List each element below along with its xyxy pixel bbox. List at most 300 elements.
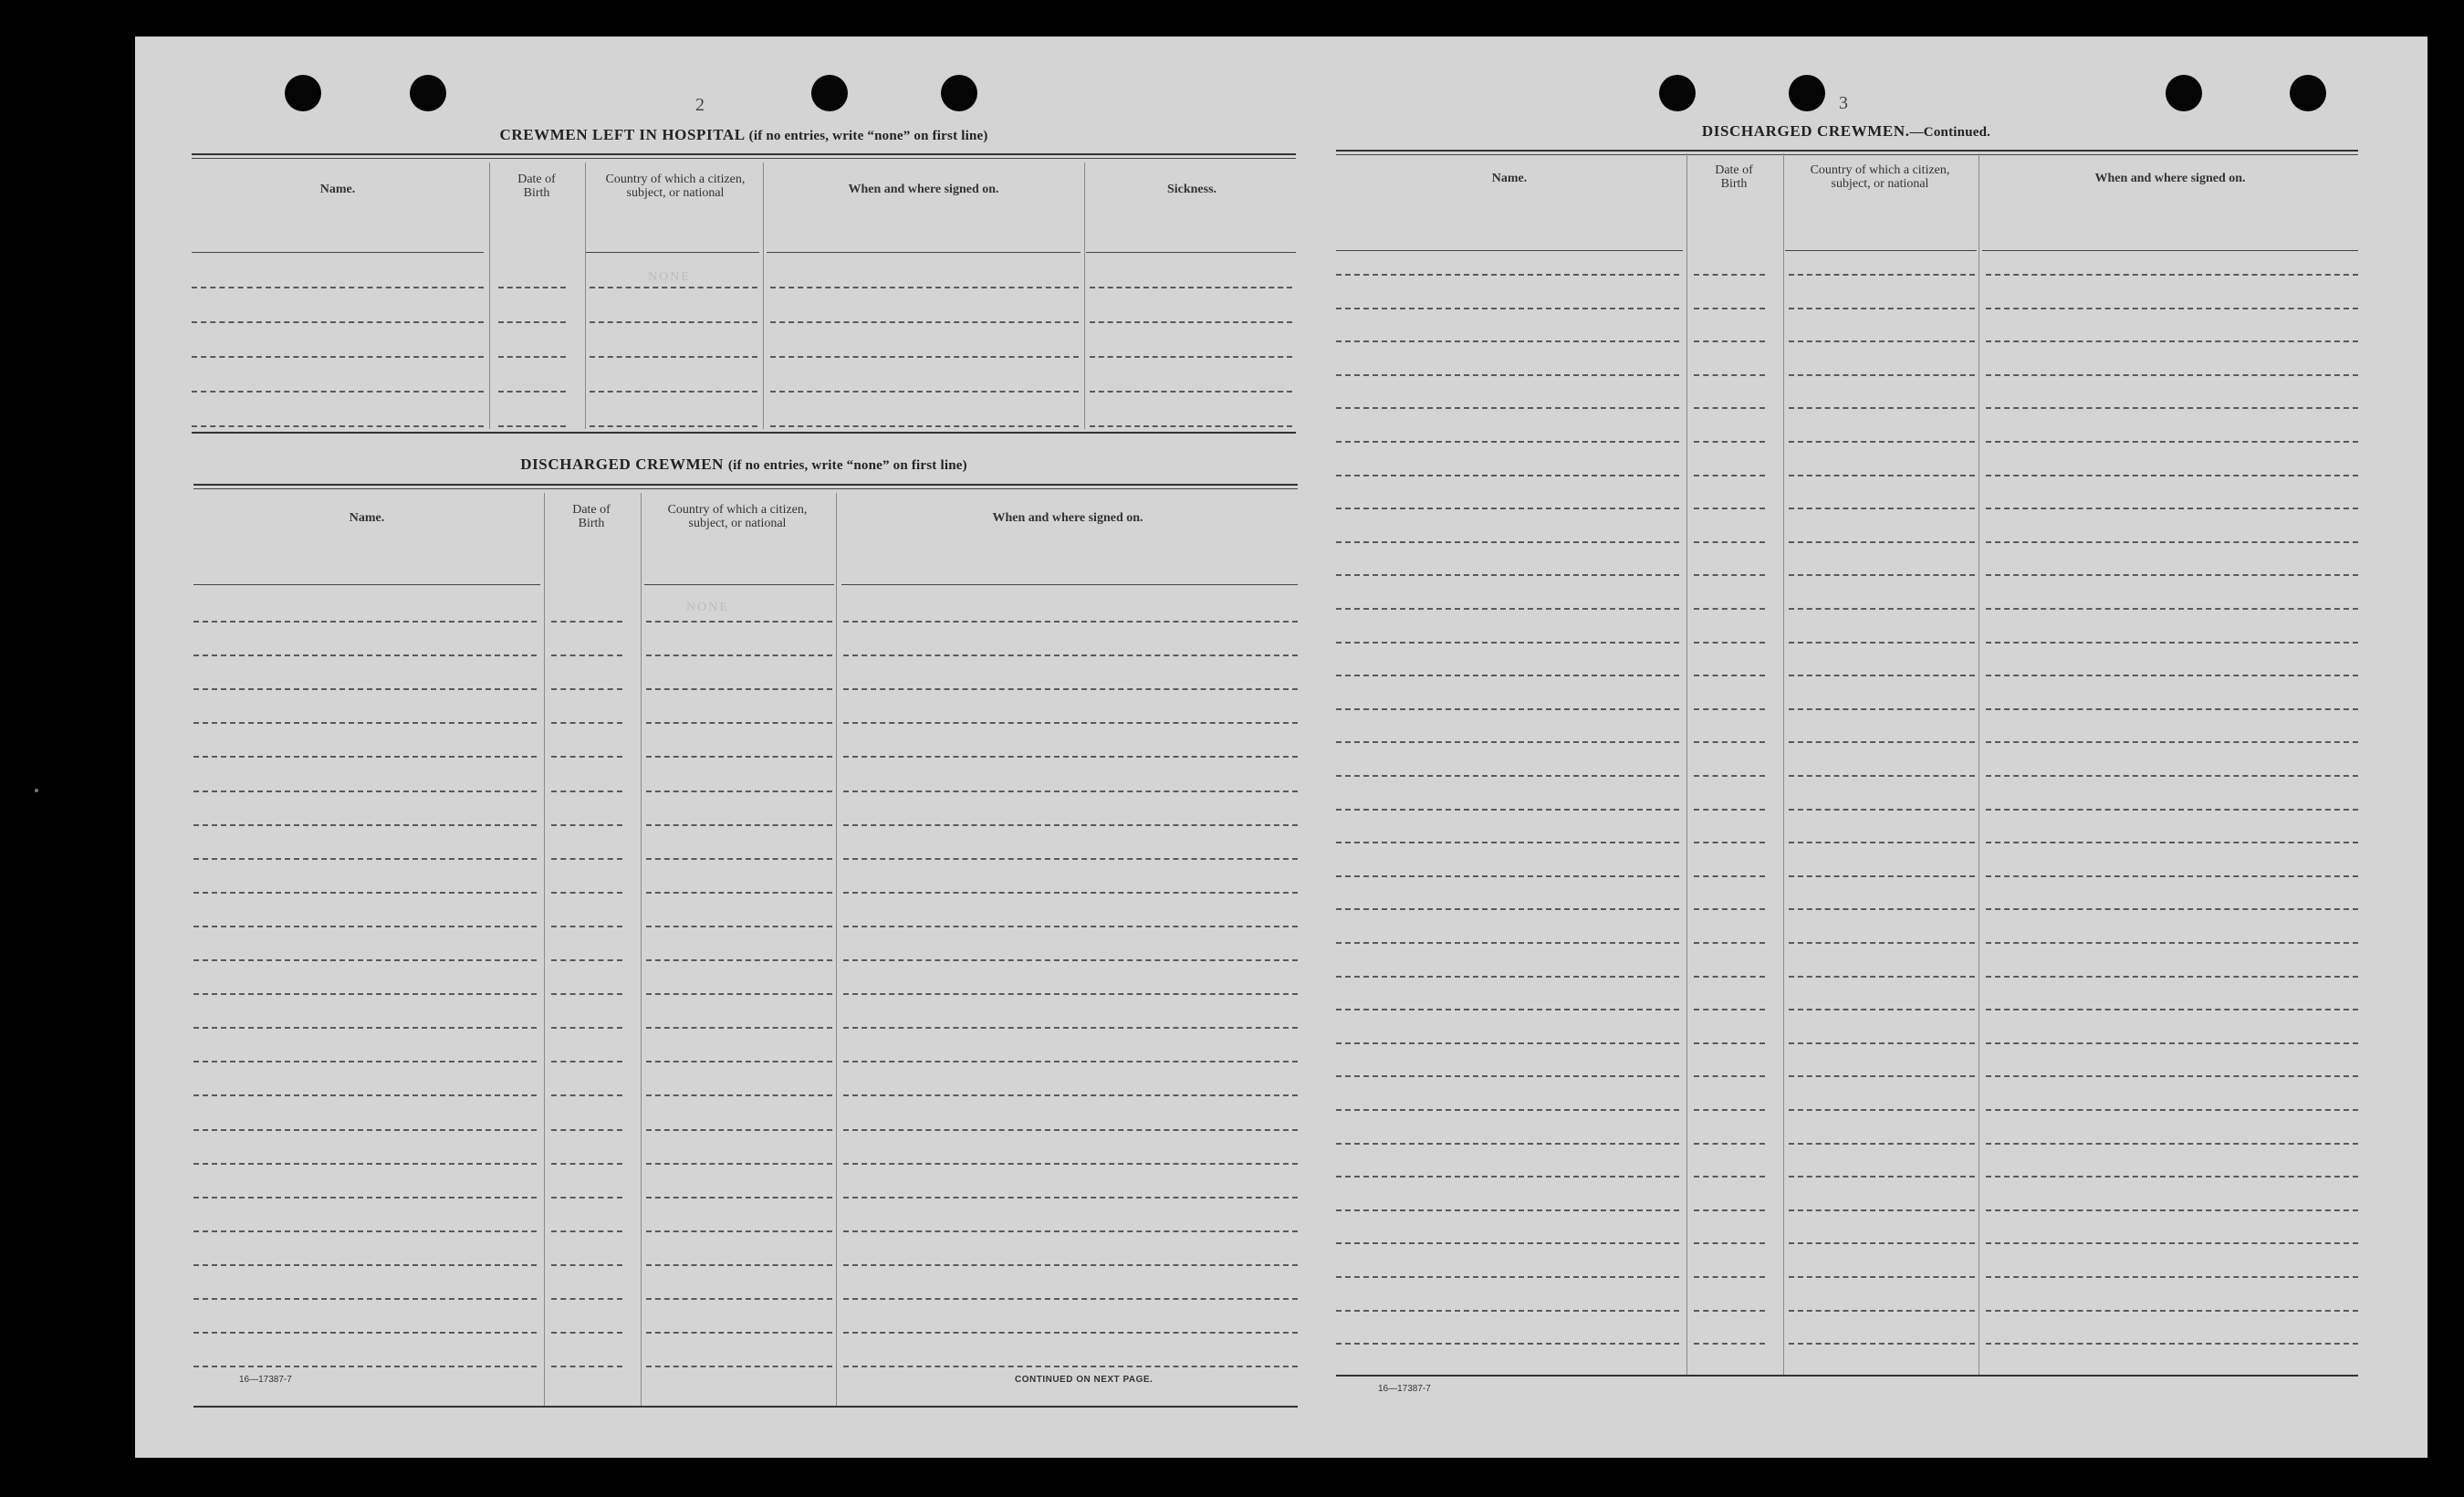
- entry-line: [1986, 308, 2358, 309]
- punch-hole-icon: [2290, 75, 2326, 111]
- entry-line: [1986, 541, 2358, 543]
- entry-line: [1694, 541, 1765, 543]
- entry-line: [1694, 1075, 1765, 1077]
- entry-line: [1336, 1276, 1679, 1278]
- column-divider: [641, 493, 642, 1408]
- entry-line: [843, 1230, 1298, 1232]
- entry-line: [193, 1332, 537, 1334]
- entry-line: [843, 654, 1298, 656]
- punch-hole-icon: [1659, 75, 1696, 111]
- entry-line: [1789, 1242, 1975, 1244]
- column-header-country: Country of which a citizen, subject, or national: [1810, 163, 1950, 191]
- column-header-signed-on: When and where signed on.: [848, 182, 999, 196]
- entry-line: [1789, 1042, 1975, 1044]
- entry-line: [1694, 842, 1765, 843]
- entry-line: [1336, 475, 1679, 476]
- entry-line: [1789, 1310, 1975, 1312]
- entry-line: [193, 892, 537, 894]
- punch-hole-icon: [811, 75, 848, 111]
- entry-line: [551, 654, 622, 656]
- column-divider: [544, 493, 545, 1408]
- entry-line: [1694, 608, 1765, 610]
- entry-line: [1336, 1009, 1679, 1010]
- entry-line: [843, 858, 1298, 860]
- entry-line: [843, 790, 1298, 792]
- table-top-rule: [193, 484, 1298, 486]
- entry-line: [1986, 475, 2358, 476]
- entry-line: [1986, 508, 2358, 509]
- entry-line: [1336, 875, 1679, 877]
- entry-line: [1986, 741, 2358, 743]
- entry-line: [551, 790, 622, 792]
- entry-line: [551, 1027, 622, 1029]
- entry-line: [590, 425, 757, 427]
- entry-line: [1090, 287, 1292, 288]
- entry-line: [1789, 608, 1975, 610]
- entry-line: [646, 1230, 832, 1232]
- entry-line: [843, 959, 1298, 961]
- entry-line: [193, 1061, 537, 1063]
- entry-line: [1694, 340, 1765, 342]
- entry-line: [1789, 1075, 1975, 1077]
- entry-line: [1336, 1176, 1679, 1178]
- entry-line: [193, 858, 537, 860]
- entry-line: [1336, 541, 1679, 543]
- column-divider: [585, 162, 586, 429]
- entry-line: [770, 321, 1079, 323]
- entry-line: [590, 321, 757, 323]
- column-divider: [763, 162, 764, 429]
- entry-line: [1336, 1242, 1679, 1244]
- entry-line: [646, 722, 832, 724]
- column-header-name: Name.: [349, 510, 385, 525]
- entry-line: [1986, 441, 2358, 443]
- punch-hole-icon: [410, 75, 446, 111]
- hospital-note: (if no entries, write “none” on first line): [748, 129, 988, 143]
- entry-line: [770, 425, 1079, 427]
- entry-line: [1789, 1276, 1975, 1278]
- entry-line: [1789, 708, 1975, 710]
- entry-line: [1789, 809, 1975, 811]
- page-number-right: 3: [1839, 93, 1848, 113]
- entry-line: [1986, 1009, 2358, 1010]
- discharged-continued-title: [1336, 122, 2356, 141]
- entry-line: [590, 391, 757, 393]
- entry-line: [1336, 608, 1679, 610]
- entry-line: [551, 621, 622, 623]
- entry-line: [843, 722, 1298, 724]
- entry-line: [1986, 374, 2358, 376]
- column-header-sickness: Sickness.: [1166, 182, 1217, 196]
- entry-line: [1789, 340, 1975, 342]
- entry-line: [1789, 541, 1975, 543]
- entry-line: [1986, 1143, 2358, 1145]
- entry-line: [1986, 407, 2358, 409]
- entry-line: [1986, 340, 2358, 342]
- column-divider: [836, 493, 837, 1408]
- entry-line: [193, 1027, 537, 1029]
- entry-line: [1336, 1109, 1679, 1111]
- entry-line: [843, 892, 1298, 894]
- entry-line: [1986, 942, 2358, 944]
- entry-line: [1694, 908, 1765, 910]
- entry-line: [646, 1298, 832, 1300]
- entry-line: [1986, 1242, 2358, 1244]
- form-sheet: [135, 37, 2427, 1458]
- entry-line: [1789, 675, 1975, 676]
- entry-line: [843, 1094, 1298, 1096]
- entry-line: [193, 959, 537, 961]
- entry-line: [646, 1129, 832, 1131]
- entry-line: [1694, 1310, 1765, 1312]
- entry-line: [1336, 908, 1679, 910]
- entry-line: [843, 824, 1298, 826]
- entry-line: [1986, 574, 2358, 576]
- entry-line: [193, 1298, 537, 1300]
- entry-line: [646, 959, 832, 961]
- entry-line: [551, 926, 622, 927]
- entry-line: [1336, 775, 1679, 777]
- entry-line: [193, 688, 537, 690]
- entry-line: [1694, 1109, 1765, 1111]
- discharged-title: DISCHARGED CREWMEN: [520, 455, 725, 473]
- entry-line: [1789, 642, 1975, 644]
- entry-line: [1789, 1143, 1975, 1145]
- entry-line: [1336, 809, 1679, 811]
- entry-line: [193, 824, 537, 826]
- scan-speck: [35, 789, 38, 792]
- entry-line: [1789, 908, 1975, 910]
- entry-line: [498, 321, 566, 323]
- entry-line: [193, 993, 537, 995]
- entry-line: [1336, 1343, 1679, 1345]
- entry-line: [498, 356, 566, 358]
- entry-line: [1789, 508, 1975, 509]
- entry-line: [1986, 842, 2358, 843]
- entry-line: [1789, 1343, 1975, 1345]
- entry-line: [1336, 1143, 1679, 1145]
- entry-line: [551, 993, 622, 995]
- entry-line: [1090, 356, 1292, 358]
- entry-line: [1789, 475, 1975, 476]
- entry-line: [843, 756, 1298, 758]
- entry-line: [498, 391, 566, 393]
- entry-line: [1789, 1209, 1975, 1211]
- header-underline: [1086, 252, 1296, 253]
- entry-line: [551, 1163, 622, 1165]
- entry-line: [1694, 809, 1765, 811]
- column-header-country: Country of which a citizen, subject, or national: [605, 173, 746, 200]
- entry-line: [1694, 1176, 1765, 1178]
- entry-line: [193, 1264, 537, 1266]
- entry-line: [193, 1197, 537, 1199]
- hospital-section-title: [192, 126, 1296, 144]
- entry-line: [193, 1094, 537, 1096]
- entry-line: [1336, 407, 1679, 409]
- entry-line: [1694, 708, 1765, 710]
- entry-line: [646, 1332, 832, 1334]
- entry-line: [1986, 809, 2358, 811]
- table-top-rule-inner: [193, 488, 1298, 489]
- column-header-name: Name.: [319, 182, 356, 196]
- entry-line: [551, 1094, 622, 1096]
- entry-line: [1789, 374, 1975, 376]
- entry-line: [1986, 1176, 2358, 1178]
- entry-line: [1986, 1276, 2358, 1278]
- column-header-date-of-birth: Date of Birth: [572, 503, 611, 530]
- entry-line: [551, 824, 622, 826]
- hospital-table: [192, 153, 1296, 432]
- entry-line: [1789, 308, 1975, 309]
- entry-line: [192, 356, 484, 358]
- entry-line: [1789, 976, 1975, 978]
- entry-line: [1986, 642, 2358, 644]
- entry-line: [843, 1163, 1298, 1165]
- entry-line: [1986, 908, 2358, 910]
- entry-line: [646, 892, 832, 894]
- entry-line: [646, 688, 832, 690]
- entry-line: [843, 1129, 1298, 1131]
- entry-line: [1336, 741, 1679, 743]
- entry-line: [1694, 574, 1765, 576]
- entry-line: [1336, 942, 1679, 944]
- faint-entry-text: NONE: [686, 601, 729, 614]
- entry-line: [646, 1264, 832, 1266]
- entry-line: [551, 858, 622, 860]
- entry-line: [551, 1230, 622, 1232]
- entry-line: [551, 1264, 622, 1266]
- entry-line: [1789, 1176, 1975, 1178]
- entry-line: [551, 722, 622, 724]
- entry-line: [193, 926, 537, 927]
- entry-line: [646, 1366, 832, 1367]
- discharged-continued-table: [1336, 150, 2358, 1377]
- entry-line: [1694, 642, 1765, 644]
- entry-line: [551, 1061, 622, 1063]
- entry-line: [646, 621, 832, 623]
- punch-hole-icon: [285, 75, 321, 111]
- entry-line: [1694, 942, 1765, 944]
- entry-line: [1336, 274, 1679, 276]
- entry-line: [843, 1298, 1298, 1300]
- column-header-country: Country of which a citizen, subject, or national: [667, 503, 808, 530]
- entry-line: [1789, 942, 1975, 944]
- entry-line: [551, 892, 622, 894]
- entry-line: [1090, 321, 1292, 323]
- faint-entry-text: NONE: [648, 270, 691, 284]
- entry-line: [192, 287, 484, 288]
- entry-line: [551, 959, 622, 961]
- form-number-right: 16—17387-7: [1378, 1384, 1431, 1394]
- entry-line: [498, 287, 566, 288]
- entry-line: [843, 621, 1298, 623]
- entry-line: [1986, 775, 2358, 777]
- entry-line: [1336, 708, 1679, 710]
- entry-line: [1789, 407, 1975, 409]
- entry-line: [1694, 1242, 1765, 1244]
- entry-line: [1986, 1310, 2358, 1312]
- entry-line: [1789, 1109, 1975, 1111]
- entry-line: [1336, 340, 1679, 342]
- entry-line: [843, 1197, 1298, 1199]
- entry-line: [1694, 274, 1765, 276]
- entry-line: [646, 1027, 832, 1029]
- entry-line: [193, 790, 537, 792]
- entry-line: [1336, 1042, 1679, 1044]
- discharged-section-title: [192, 455, 1296, 474]
- entry-line: [1336, 976, 1679, 978]
- entry-line: [192, 391, 484, 393]
- entry-line: [590, 287, 757, 288]
- entry-line: [1986, 1343, 2358, 1345]
- column-divider: [1783, 153, 1784, 1377]
- entry-line: [1986, 1075, 2358, 1077]
- entry-line: [551, 1332, 622, 1334]
- entry-line: [843, 688, 1298, 690]
- entry-line: [1336, 642, 1679, 644]
- entry-line: [843, 993, 1298, 995]
- entry-line: [646, 1094, 832, 1096]
- entry-line: [1986, 1209, 2358, 1211]
- table-top-rule-inner: [192, 158, 1296, 159]
- hospital-title: CREWMEN LEFT IN HOSPITAL: [499, 126, 745, 143]
- entry-line: [843, 1332, 1298, 1334]
- entry-line: [1336, 1310, 1679, 1312]
- entry-line: [1694, 1209, 1765, 1211]
- entry-line: [193, 722, 537, 724]
- column-header-name: Name.: [1491, 171, 1528, 185]
- entry-line: [192, 425, 484, 427]
- entry-line: [1694, 407, 1765, 409]
- entry-line: [1986, 675, 2358, 676]
- entry-line: [1789, 741, 1975, 743]
- header-underline: [1785, 250, 1977, 251]
- entry-line: [193, 1163, 537, 1165]
- entry-line: [193, 1129, 537, 1131]
- entry-line: [1090, 391, 1292, 393]
- header-underline: [644, 584, 834, 585]
- entry-line: [843, 1027, 1298, 1029]
- entry-line: [590, 356, 757, 358]
- entry-line: [1789, 875, 1975, 877]
- header-underline: [193, 584, 540, 585]
- discharged-note: (if no entries, write “none” on first line): [727, 458, 967, 473]
- punch-hole-icon: [2166, 75, 2202, 111]
- entry-line: [1986, 708, 2358, 710]
- column-divider: [1084, 162, 1085, 429]
- entry-line: [1986, 1042, 2358, 1044]
- table-top-rule: [1336, 150, 2358, 152]
- entry-line: [1694, 508, 1765, 509]
- column-header-date-of-birth: Date of Birth: [517, 173, 556, 200]
- entry-line: [1336, 374, 1679, 376]
- entry-line: [646, 756, 832, 758]
- discharged-cont-suffix: —Continued.: [1909, 125, 1991, 140]
- entry-line: [1789, 574, 1975, 576]
- header-underline: [586, 252, 759, 253]
- entry-line: [1336, 308, 1679, 309]
- page-number-left: 2: [695, 95, 705, 115]
- entry-line: [1694, 441, 1765, 443]
- entry-line: [770, 356, 1079, 358]
- entry-line: [1336, 508, 1679, 509]
- entry-line: [1694, 308, 1765, 309]
- entry-line: [193, 621, 537, 623]
- column-header-signed-on: When and where signed on.: [2094, 171, 2246, 185]
- table-bottom-rule: [192, 432, 1296, 434]
- entry-line: [1694, 1009, 1765, 1010]
- entry-line: [551, 1298, 622, 1300]
- entry-line: [843, 926, 1298, 927]
- entry-line: [843, 1061, 1298, 1063]
- entry-line: [1694, 1276, 1765, 1278]
- entry-line: [1986, 875, 2358, 877]
- entry-line: [1694, 1042, 1765, 1044]
- column-header-date-of-birth: Date of Birth: [1715, 163, 1753, 191]
- entry-line: [646, 654, 832, 656]
- entry-line: [551, 688, 622, 690]
- entry-line: [646, 858, 832, 860]
- entry-line: [646, 790, 832, 792]
- entry-line: [1694, 675, 1765, 676]
- table-bottom-rule: [193, 1406, 1298, 1408]
- entry-line: [1789, 775, 1975, 777]
- continued-note: CONTINUED ON NEXT PAGE.: [1015, 1375, 1154, 1385]
- entry-line: [193, 756, 537, 758]
- entry-line: [843, 1366, 1298, 1367]
- entry-line: [193, 1366, 537, 1367]
- entry-line: [551, 756, 622, 758]
- entry-line: [1336, 441, 1679, 443]
- entry-line: [1986, 274, 2358, 276]
- entry-line: [646, 1163, 832, 1165]
- entry-line: [551, 1366, 622, 1367]
- header-underline: [767, 252, 1081, 253]
- entry-line: [1789, 842, 1975, 843]
- entry-line: [1090, 425, 1292, 427]
- entry-line: [770, 391, 1079, 393]
- entry-line: [1789, 441, 1975, 443]
- entry-line: [1789, 1009, 1975, 1010]
- entry-line: [1694, 1143, 1765, 1145]
- entry-line: [1986, 1109, 2358, 1111]
- entry-line: [646, 1061, 832, 1063]
- column-divider: [1686, 153, 1687, 1377]
- entry-line: [1694, 875, 1765, 877]
- entry-line: [1336, 574, 1679, 576]
- header-underline: [1336, 250, 1683, 251]
- column-header-signed-on: When and where signed on.: [992, 510, 1143, 525]
- punch-hole-icon: [1789, 75, 1825, 111]
- entry-line: [1694, 475, 1765, 476]
- entry-line: [551, 1197, 622, 1199]
- header-underline: [841, 584, 1298, 585]
- entry-line: [551, 1129, 622, 1131]
- entry-line: [1336, 1209, 1679, 1211]
- entry-line: [1336, 675, 1679, 676]
- entry-line: [1694, 741, 1765, 743]
- entry-line: [770, 287, 1079, 288]
- entry-line: [1694, 775, 1765, 777]
- form-number-left: 16—17387-7: [239, 1375, 292, 1385]
- entry-line: [843, 1264, 1298, 1266]
- entry-line: [1336, 842, 1679, 843]
- entry-line: [1336, 1075, 1679, 1077]
- entry-line: [1694, 976, 1765, 978]
- entry-line: [646, 824, 832, 826]
- table-top-rule: [192, 153, 1296, 155]
- entry-line: [193, 1230, 537, 1232]
